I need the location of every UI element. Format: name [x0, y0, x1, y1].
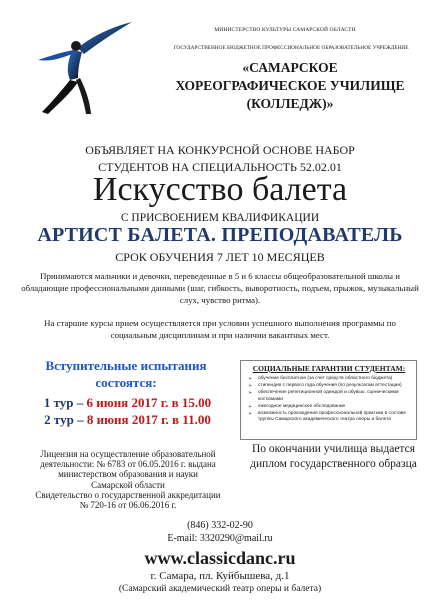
address: г. Самара, пл. Куйбышева, д.1: [150, 570, 290, 582]
license-line1: Лицензия на осуществление образовательной: [40, 449, 216, 459]
specialty-title: Искусство балета: [92, 171, 348, 208]
website-link[interactable]: www.classicdanc.ru: [144, 548, 296, 568]
guarantee-item-text: обеспечение репетиционной одеждой и обувью, сценическими костюмами: [258, 390, 399, 402]
guarantee-item-text: ежегодное медицинское обследование: [258, 403, 346, 409]
study-term: СРОК ОБУЧЕНИЯ 7 ЛЕТ 10 МЕСЯЦЕВ: [115, 250, 325, 264]
guarantees-list: [248, 376, 413, 424]
arrow-bullet-icon: ➢: [248, 376, 253, 382]
arrow-bullet-icon: ➢: [248, 403, 253, 410]
diploma-info: [236, 442, 431, 472]
school-title-line2: ХОРЕОГРАФИЧЕСКОЕ УЧИЛИЩЕ: [175, 78, 405, 93]
announcement-line2: СТУДЕНТОВ НА СПЕЦИАЛЬНОСТЬ 52.02.01: [98, 160, 342, 174]
school-title-line1: «САМАРСКОЕ: [242, 60, 338, 75]
license-line2: деятельности: № 6783 от 06.05.2016 г. выдана: [40, 459, 216, 470]
diploma-line1: По окончании училища выдается: [251, 443, 415, 455]
announcement-line1: ОБЪЯВЛЯЕТ НА КОНКУРСНОЙ ОСНОВЕ НАБОР: [85, 143, 355, 157]
phone-number: (846) 332-02-90: [187, 520, 253, 531]
admission-paragraph: Принимаются мальчики и девочки, переведенные в 5 и 6 классы общеобразовательной школы и обладающие профессиональными данными (шаг, гибкость, выворотность, подъем, прыжок, музыкальный слух, чувство ритма).: [21, 271, 419, 305]
license-line5: Свидетельство о государственной аккредитации: [35, 489, 221, 500]
senior-courses-paragraph: На старшие курсы прием осуществляется при условии успешного выполнения программы по социальным дисциплинам и при наличии вакантных мест.: [44, 318, 396, 340]
license-line6: № 720-16 от 06.06.2016 г.: [79, 500, 177, 511]
institution-type: ГОСУДАРСТВЕННОЕ БЮДЖЕТНОЕ ПРОФЕССИОНАЛЬНОЕ ОБРАЗОВАТЕЛЬНОЕ УЧРЕЖДЕНИЕ: [173, 45, 409, 51]
tour-1-date: 6 июня 2017 г. в 15.00: [86, 395, 212, 410]
guarantee-item: [248, 383, 413, 389]
email-address: E-mail: 3320290@mail.ru: [167, 533, 273, 544]
tour-1-label: 1 тур –: [43, 395, 84, 410]
tour-2-date: 8 июня 2017 г. в 11.00: [86, 412, 211, 427]
arrow-bullet-icon: ➢: [248, 390, 253, 397]
theater-note: (Самарский академический театр оперы и балета): [118, 584, 322, 594]
diploma-line2: диплом государственного образца: [250, 458, 417, 470]
arrow-bullet-icon: ➢: [248, 411, 253, 418]
guarantees-heading: СОЦИАЛЬНЫЕ ГАРАНТИИ СТУДЕНТАМ:: [252, 364, 406, 373]
exams-heading: [26, 357, 226, 391]
tour-1: [20, 395, 235, 411]
ballet-dancer-logo: [20, 10, 140, 120]
exams-heading-line1: Вступительные испытания: [45, 358, 207, 373]
arrow-bullet-icon: ➢: [248, 383, 253, 390]
license-line4: Самарской области: [91, 479, 165, 490]
license-info: [22, 449, 234, 510]
school-title: [150, 59, 430, 113]
qualification-title: АРТИСТ БАЛЕТА. ПРЕПОДАВАТЕЛЬ: [37, 224, 403, 246]
ministry-name: МИНИСТЕРСТВО КУЛЬТУРЫ САМАРСКОЙ ОБЛАСТИ: [214, 27, 356, 33]
guarantee-item-text: возможность прохождения профессиональной практики в составе труппы Самарского академического театра оперы и балета: [258, 411, 407, 423]
guarantee-item: [248, 404, 413, 410]
tour-2: [20, 412, 235, 428]
guarantee-item: [248, 411, 413, 423]
guarantee-item-text: стипендия с первого года обучения (по результатам аттестации): [258, 383, 402, 389]
school-title-line3: (КОЛЛЕДЖ)»: [246, 96, 334, 111]
qualification-intro: С ПРИСВОЕНИЕМ КВАЛИФИКАЦИИ: [120, 212, 320, 224]
exams-heading-line2: состоятся:: [95, 375, 157, 390]
guarantee-item: [248, 376, 413, 382]
tour-2-label: 2 тур –: [44, 412, 84, 427]
contacts: [0, 519, 440, 545]
license-line3: министерством образования и науки: [58, 469, 198, 480]
guarantee-item: [248, 390, 413, 402]
guarantee-item-text: обучение бесплатное (за счет средств областного бюджета): [258, 376, 393, 381]
